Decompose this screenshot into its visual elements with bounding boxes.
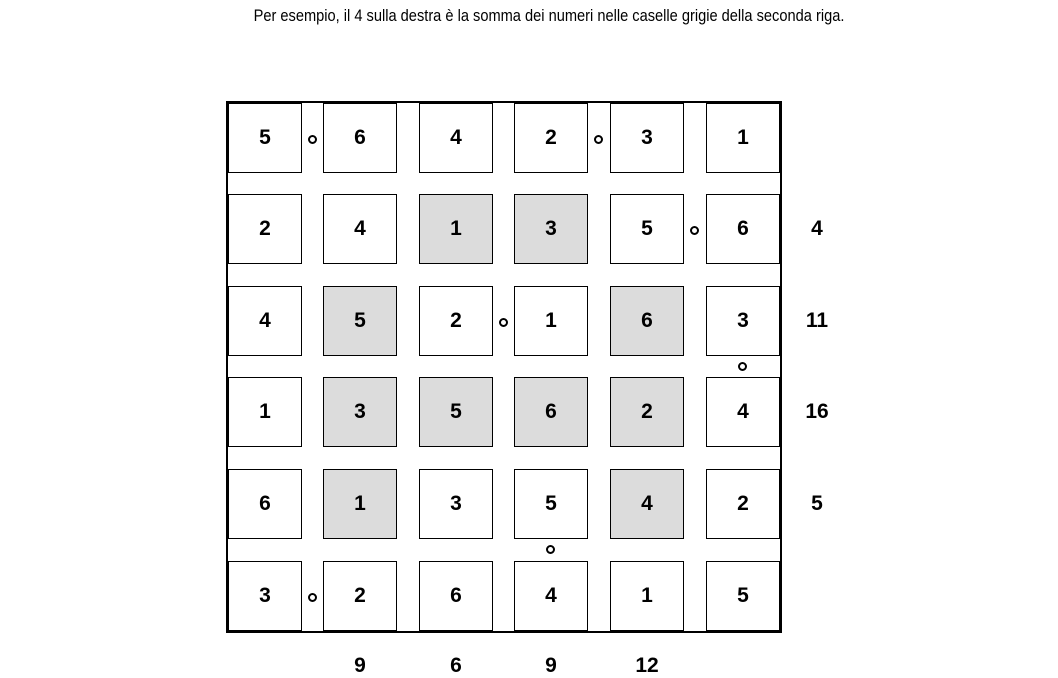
puzzle-board (226, 101, 782, 633)
grid-cell[interactable]: 6 (706, 194, 780, 264)
grid-cell[interactable]: 3 (610, 103, 684, 173)
grid-cell[interactable]: 2 (610, 377, 684, 447)
grid-cell[interactable]: 2 (514, 103, 588, 173)
grid-cell[interactable]: 4 (610, 469, 684, 539)
grid-cell[interactable]: 1 (706, 103, 780, 173)
grid-cell[interactable]: 6 (610, 286, 684, 356)
circle-marker-icon (308, 135, 317, 144)
grid-cell[interactable]: 6 (323, 103, 397, 173)
grid-cell[interactable]: 1 (610, 561, 684, 631)
grid-cell[interactable]: 3 (228, 561, 302, 631)
circle-marker-icon (499, 318, 508, 327)
grid-cell[interactable]: 5 (514, 469, 588, 539)
column-sum: 9 (545, 654, 557, 677)
grid-cell[interactable]: 2 (228, 194, 302, 264)
grid-cell[interactable]: 4 (228, 286, 302, 356)
row-sum: 4 (811, 217, 823, 240)
grid-cell[interactable]: 1 (419, 194, 493, 264)
grid-cell[interactable]: 3 (706, 286, 780, 356)
column-sum: 6 (450, 654, 462, 677)
row-sum: 5 (811, 492, 823, 515)
row-sum: 16 (805, 400, 829, 423)
grid-cell[interactable]: 2 (706, 469, 780, 539)
grid-cell[interactable]: 5 (323, 286, 397, 356)
puzzle-caption: Per esempio, il 4 sulla destra è la somma dei numeri nelle caselle grigie della seconda riga. (253, 6, 845, 25)
circle-marker-icon (690, 226, 699, 235)
grid-cell[interactable]: 3 (514, 194, 588, 264)
grid-cell[interactable]: 6 (514, 377, 588, 447)
grid-cell[interactable]: 4 (323, 194, 397, 264)
grid-cell[interactable]: 1 (514, 286, 588, 356)
column-sum: 9 (354, 654, 366, 677)
circle-marker-icon (308, 593, 317, 602)
grid-cell[interactable]: 3 (419, 469, 493, 539)
grid-cell[interactable]: 2 (323, 561, 397, 631)
grid-cell[interactable]: 4 (706, 377, 780, 447)
grid-cell[interactable]: 5 (706, 561, 780, 631)
column-sum: 12 (635, 654, 659, 677)
grid-cell[interactable]: 5 (610, 194, 684, 264)
grid-cell[interactable]: 4 (419, 103, 493, 173)
circle-marker-icon (546, 545, 555, 554)
circle-marker-icon (594, 135, 603, 144)
circle-marker-icon (738, 362, 747, 371)
grid-cell[interactable]: 4 (514, 561, 588, 631)
grid-cell[interactable]: 6 (419, 561, 493, 631)
grid-cell[interactable]: 6 (228, 469, 302, 539)
grid-cell[interactable]: 2 (419, 286, 493, 356)
grid-cell[interactable]: 5 (228, 103, 302, 173)
grid-cell[interactable]: 1 (228, 377, 302, 447)
grid-cell[interactable]: 1 (323, 469, 397, 539)
grid-cell[interactable]: 3 (323, 377, 397, 447)
grid-cell[interactable]: 5 (419, 377, 493, 447)
row-sum: 11 (805, 309, 829, 332)
